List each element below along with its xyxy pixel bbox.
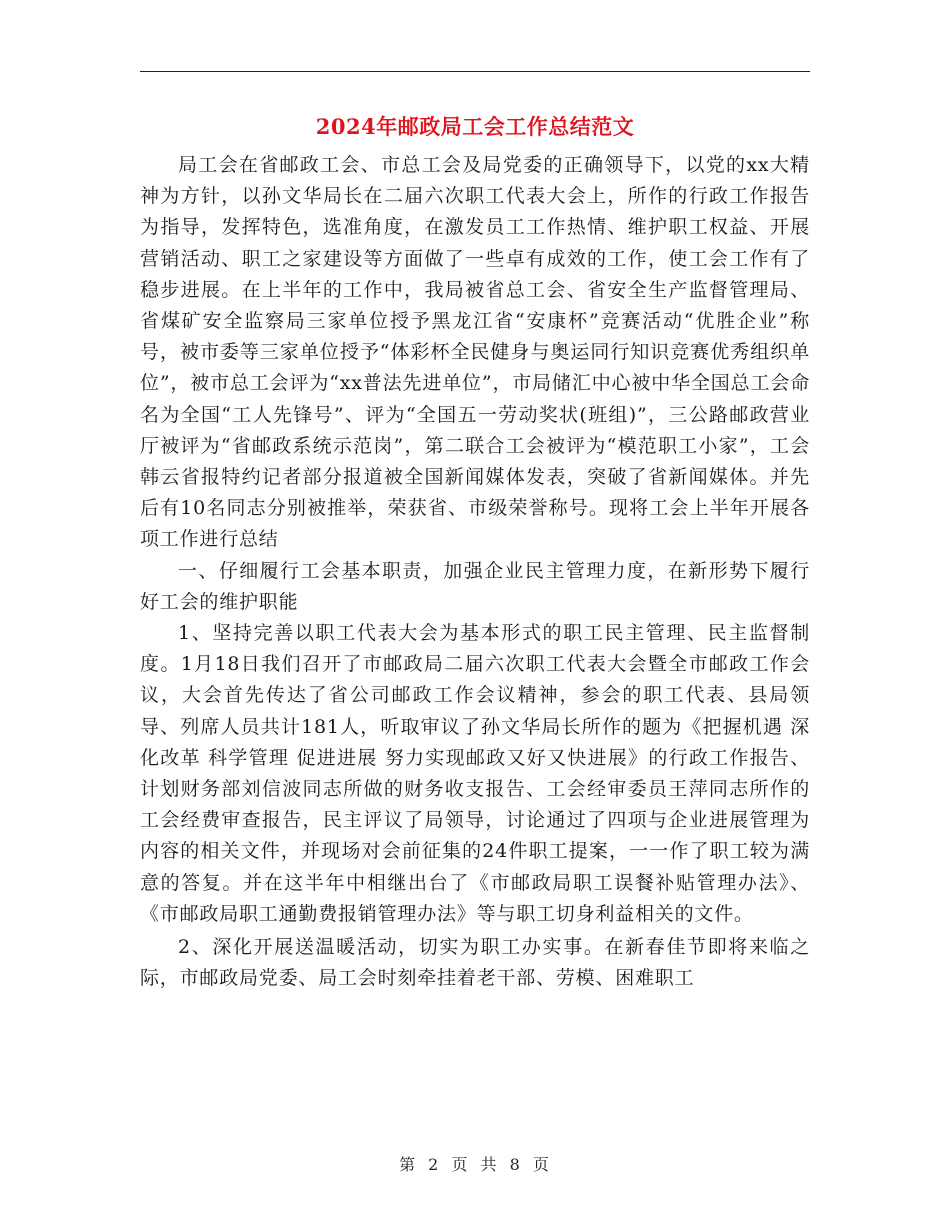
section-heading-1: 一、仔细履行工会基本职责，加强企业民主管理力度，在新形势下履行好工会的维护职能 xyxy=(140,559,810,613)
header-rule xyxy=(140,71,810,72)
page-number-footer: 第 2 页 共 8 页 xyxy=(399,1155,551,1174)
document-title: 2024年邮政局工会工作总结范文 xyxy=(315,114,635,139)
paragraph-item-1: 1、坚持完善以职工代表大会为基本形式的职工民主管理、民主监督制度。1月18日我们召开了市邮政局二届六次职工代表大会暨全市邮政工作会议，大会首先传达了省公司邮政工作会议精神，参会的职工代表、县局领导、列席人员共计181人，听取审议了孙文华局长所作的题为《把握机遇 深化改革 科学管理 促进进展 努力实现邮政又好又快进展》的行政工作报告、计划财务部刘信波同志所做的财务收支报告、工会经审委员王萍同志所作的工会经费审查报告，民主评议了局领导，讨论通过了四项与企业进展管理为内容的相关文件，并现场对会前征集的24件职工提案，一一作了职工较为满意的答复。并在这半年中相继出台了《市邮政局职工误餐补贴管理办法》、《市邮政局职工通勤费报销管理办法》等与职工切身利益相关的文件。 xyxy=(140,622,810,925)
document-body xyxy=(140,150,810,994)
paragraph-item-2: 2、深化开展送温暖活动，切实为职工办实事。在新春佳节即将来临之际，市邮政局党委、局工会时刻牵挂着老干部、劳模、困难职工 xyxy=(140,936,810,990)
paragraph-intro: 局工会在省邮政工会、市总工会及局党委的正确领导下，以党的xx大精神为方针，以孙文华局长在二届六次职工代表大会上，所作的行政工作报告为指导，发挥特色，选准角度，在激发员工工作热情、维护职工权益、开展营销活动、职工之家建设等方面做了一些卓有成效的工作，使工会工作有了稳步进展。在上半年的工作中，我局被省总工会、省安全生产监督管理局、省煤矿安全监察局三家单位授予黑龙江省“安康杯”竞赛活动“优胜企业”称号，被市委等三家单位授予“体彩杯全民健身与奥运同行知识竞赛优秀组织单位”，被市总工会评为“xx普法先进单位”，市局储汇中心被中华全国总工会命名为全国“工人先锋号”、评为“全国五一劳动奖状(班组)”，三公路邮政营业厅被评为“省邮政系统示范岗”，第二联合工会被评为“模范职工小家”，工会韩云省报特约记者部分报道被全国新闻媒体发表，突破了省新闻媒体。并先后有10名同志分别被推举，荣获省、市级荣誉称号。现将工会上半年开展各项工作进行总结 xyxy=(140,154,810,551)
